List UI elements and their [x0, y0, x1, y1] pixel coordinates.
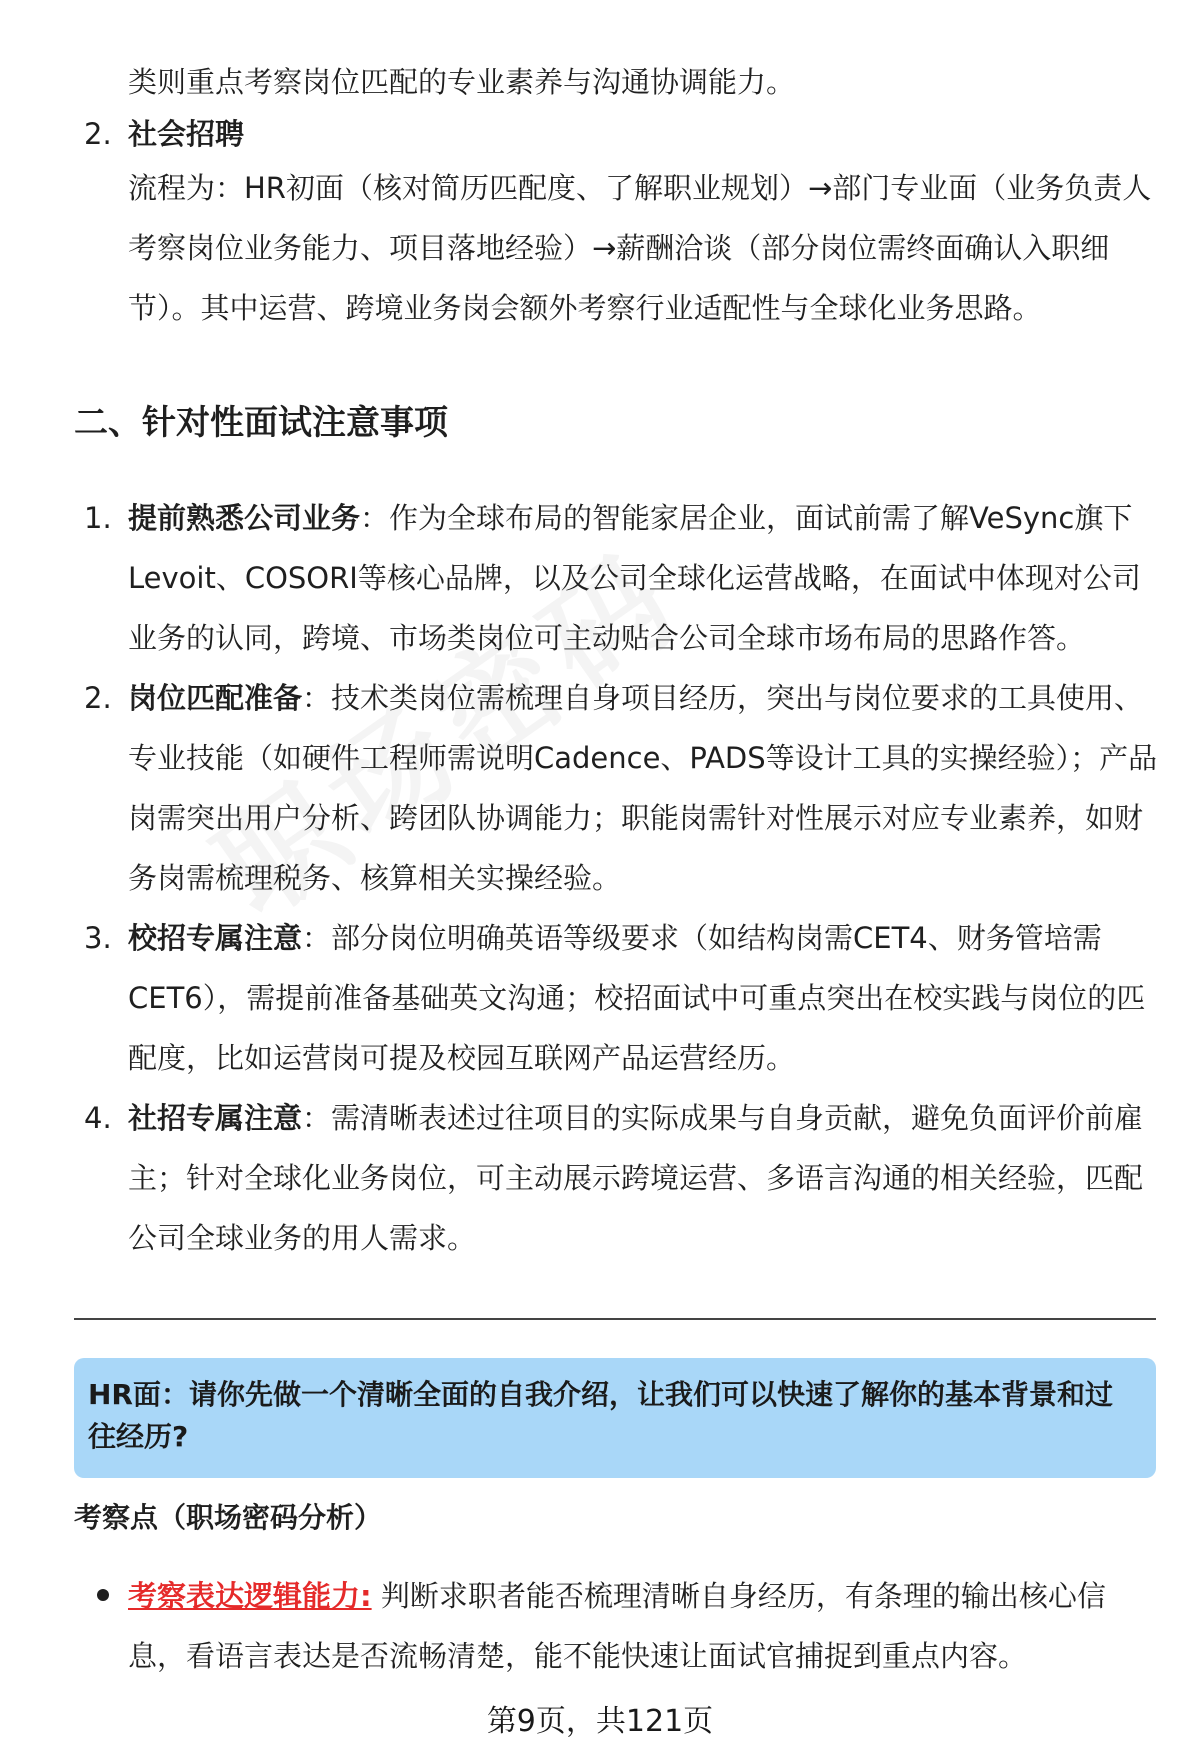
- item-text: ：作为全球布局的智能家居企业，面试前需了解VeSync旗下Levoit、COSORI等核心品牌，以及公司全球化运营战略，在面试中体现对公司业务的认同，跨境、市场类岗位可主动贴合公司全球市场布局的思路作答。: [128, 501, 1141, 655]
- item-label: 社招专属注意: [128, 1101, 303, 1135]
- divider: [74, 1318, 1156, 1320]
- item-label: 校招专属注意: [128, 921, 303, 955]
- item-label: 提前熟悉公司业务: [128, 501, 361, 535]
- item-body: [128, 1088, 1158, 1268]
- analysis-title: 考察点（职场密码分析）: [74, 1501, 383, 1534]
- page-indicator: 第9页，共121页: [486, 1704, 714, 1739]
- item-number: 4.: [84, 1101, 112, 1135]
- item-number: 2.: [84, 117, 112, 151]
- item-text: ：技术类岗位需梳理自身项目经历，突出与岗位要求的工具使用、专业技能（如硬件工程师需说明Cadence、PADS等设计工具的实操经验）；产品岗需突出用户分析、跨团队协调能力；职能岗需针对性展示对应专业素养，如财务岗需梳理税务、核算相关实操经验。: [128, 681, 1158, 895]
- hr-question-box: [74, 1358, 1156, 1478]
- section-title: 二、针对性面试注意事项: [74, 403, 448, 443]
- item-body: [128, 668, 1158, 908]
- bullet-text: 判断求职者能否梳理清晰自身经历，有条理的输出核心信息，看语言表达是否流畅清楚，能不能快速让面试官捕捉到重点内容。: [128, 1579, 1106, 1673]
- analysis-bullet: [128, 1566, 1158, 1686]
- item-title: 社会招聘: [128, 117, 245, 151]
- item-text: ：需清晰表述过往项目的实际成果与自身贡献，避免负面评价前雇主；针对全球化业务岗位，可主动展示跨境运营、多语言沟通的相关经验，匹配公司全球业务的用人需求。: [128, 1101, 1144, 1255]
- item-label: 岗位匹配准备: [128, 681, 303, 715]
- item-number: 3.: [84, 921, 112, 955]
- item-body: [128, 908, 1158, 1088]
- item-text: ：部分岗位明确英语等级要求（如结构岗需CET4、财务管培需CET6），需提前准备基础英文沟通；校招面试中可重点突出在校实践与岗位的匹配度，比如运营岗可提及校园互联网产品运营经历。: [128, 921, 1146, 1075]
- item-number: 1.: [84, 501, 112, 535]
- social-recruit-description: 流程为：HR初面（核对简历匹配度、了解职业规划）→部门专业面（业务负责人考察岗位业务能力、项目落地经验）→薪酬洽谈（部分岗位需终面确认入职细节）。其中运营、跨境业务岗会额外考察行业适配性与全球化业务思路。: [128, 171, 1152, 325]
- item-body: [128, 488, 1158, 668]
- intro-continuation: 类则重点考察岗位匹配的专业素养与沟通协调能力。: [128, 65, 796, 99]
- bullet-label: 考察表达逻辑能力:: [128, 1579, 372, 1613]
- item-number: 2.: [84, 681, 112, 715]
- hr-question-text: HR面：请你先做一个清晰全面的自我介绍，让我们可以快速了解你的基本背景和过往经历?: [88, 1378, 1113, 1453]
- bullet-icon: [97, 1589, 109, 1601]
